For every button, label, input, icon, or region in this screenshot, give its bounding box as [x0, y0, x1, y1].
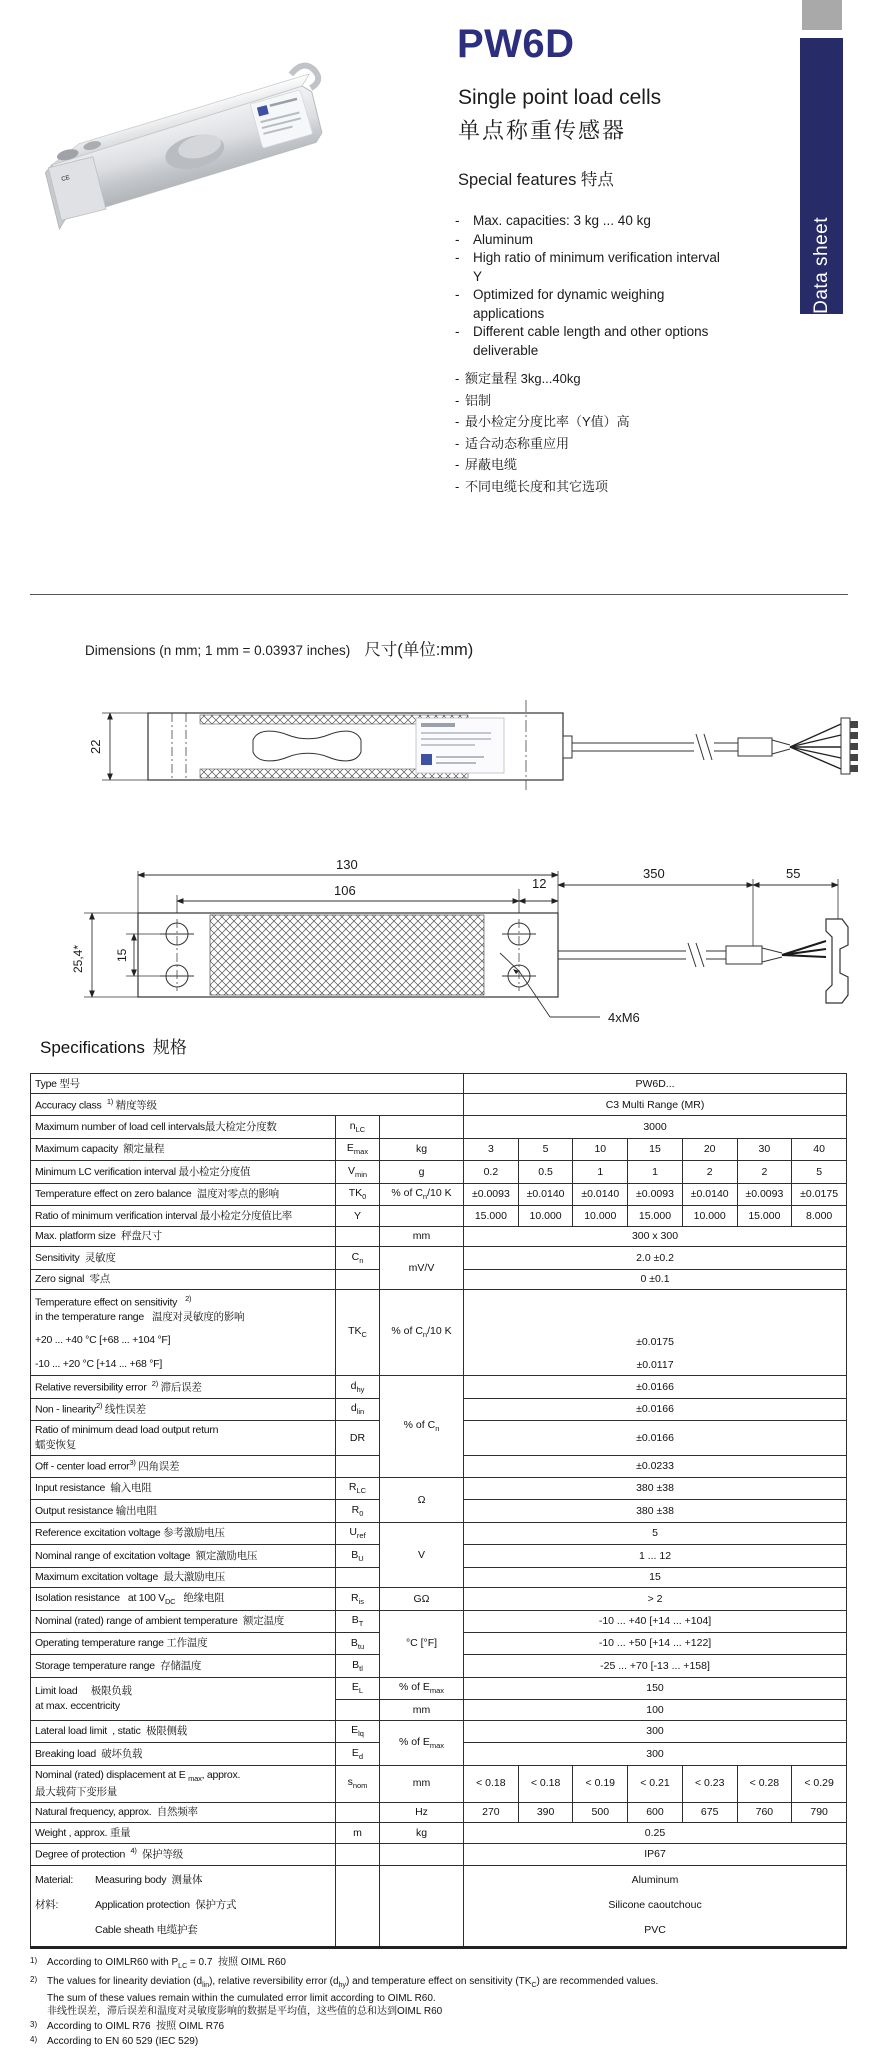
- feature-text: Max. capacities: 3 kg ... 40 kg: [473, 213, 651, 228]
- spec-table: [30, 1073, 847, 1949]
- spec-cell: Reference excitation voltage 参考激励电压: [31, 1522, 336, 1544]
- spec-cell: Ratio of minimum verification interval 最小检定分度值比率: [31, 1206, 336, 1226]
- feature-item: [455, 454, 630, 476]
- spec-cell: Max. platform size 秤盘尺寸: [31, 1226, 336, 1246]
- section-divider: [30, 594, 848, 595]
- spec-cell: 1: [628, 1161, 683, 1183]
- footnote: [30, 1956, 848, 1973]
- spec-cell: ±0.0093: [464, 1183, 519, 1205]
- spec-cell: $TK_0$: [336, 1183, 380, 1205]
- spec-row: [31, 1865, 847, 1947]
- spec-cell: ±0.0175 ±0.0117: [464, 1290, 847, 1376]
- gray-corner-block: [802, 0, 842, 30]
- feature-text: Aluminum: [473, 231, 534, 247]
- spec-cell: $R_{LC}$: [336, 1477, 380, 1499]
- spec-cell: Limit load 极限负载 at max. eccentricity: [31, 1677, 336, 1720]
- spec-cell: ±0.0175: [792, 1183, 847, 1205]
- spec-cell: 8.000: [792, 1206, 847, 1226]
- spec-cell: Nominal (rated) range of ambient temperature 额定温度: [31, 1610, 336, 1632]
- spec-cell: 3: [464, 1138, 519, 1160]
- feature-text: 屏蔽电缆: [465, 457, 518, 472]
- bullet-dash: -: [455, 435, 460, 451]
- spec-cell: 790: [792, 1802, 847, 1822]
- load-cell-body-photo: [35, 63, 338, 229]
- footnote: [30, 2035, 848, 2048]
- spec-row: [31, 1610, 847, 1632]
- spec-cell: 30: [737, 1138, 792, 1160]
- bullet-dash: -: [455, 392, 460, 408]
- spec-cell: m: [336, 1823, 380, 1843]
- spec-cell: 1 ... 12: [464, 1545, 847, 1567]
- spec-cell: % of $C_n$: [380, 1376, 464, 1478]
- spec-cell: Maximum excitation voltage 最大激励电压: [31, 1567, 336, 1587]
- features-list-en: [455, 212, 727, 360]
- spec-cell: mm: [380, 1765, 464, 1802]
- spec-cell: $E_d$: [336, 1743, 380, 1765]
- feature-item: [455, 433, 630, 455]
- spec-cell: 15.000: [464, 1206, 519, 1226]
- spec-cell: Storage temperature range 存储温度: [31, 1655, 336, 1677]
- dimensions-heading: [85, 636, 473, 660]
- spec-cell: mm: [380, 1700, 464, 1720]
- feature-item: [455, 286, 727, 323]
- spec-cell: 10.000: [518, 1206, 573, 1226]
- dimensions-heading-en: Dimensions (n mm; 1 mm = 0.03937 inches): [85, 643, 351, 658]
- subtitle-en: Single point load cells: [458, 86, 662, 109]
- spec-cell: 500: [573, 1802, 628, 1822]
- product-photo: [28, 46, 346, 258]
- spec-cell: [336, 1802, 380, 1822]
- spec-cell: [380, 1865, 464, 1947]
- spec-cell: $C_n$: [336, 1247, 380, 1269]
- bullet-dash: -: [455, 250, 460, 265]
- spec-cell: ±0.0166: [464, 1420, 847, 1455]
- spec-cell: ±0.0166: [464, 1398, 847, 1420]
- spec-cell: % of $C_n/10$ K: [380, 1290, 464, 1376]
- feature-item: [455, 323, 727, 360]
- spec-cell: 300 x 300: [464, 1226, 847, 1246]
- dimensions-heading-zh: 尺寸(单位:mm): [364, 641, 474, 659]
- cable-connector: [841, 718, 858, 774]
- spec-cell: 40: [792, 1138, 847, 1160]
- spec-row: [31, 1588, 847, 1610]
- spec-cell: Output resistance 输出电阻: [31, 1500, 336, 1522]
- dim-106: 106: [334, 883, 356, 898]
- feature-text: High ratio of minimum verification interval Y: [473, 250, 720, 284]
- spec-cell: Maximum number of load cell intervals最大检定分度数: [31, 1116, 336, 1138]
- side-view-drawing: [48, 688, 860, 800]
- spec-cell: 380 ±38: [464, 1500, 847, 1522]
- spec-cell: [336, 1567, 380, 1587]
- feature-item: [455, 390, 630, 412]
- spec-row: [31, 1843, 847, 1865]
- spec-cell: 15: [628, 1138, 683, 1160]
- spec-cell: Material: 材料: Measuring body 测量体 Application protection 保护方式 Cable sheath 电缆护套: [31, 1865, 336, 1947]
- spec-row: [31, 1074, 847, 1094]
- spec-row: [31, 1138, 847, 1160]
- spec-cell: 0 ±0.1: [464, 1269, 847, 1289]
- spec-cell: Zero signal 零点: [31, 1269, 336, 1289]
- spec-cell: Hz: [380, 1802, 464, 1822]
- spec-cell: 5: [792, 1161, 847, 1183]
- spec-cell: [380, 1843, 464, 1865]
- spec-cell: ±0.0140: [573, 1183, 628, 1205]
- spec-row: [31, 1206, 847, 1226]
- spec-cell: < 0.18: [518, 1765, 573, 1802]
- spec-cell: 300: [464, 1743, 847, 1765]
- spec-cell: [336, 1269, 380, 1289]
- spec-cell: 2: [682, 1161, 737, 1183]
- spec-cell: $B_U$: [336, 1545, 380, 1567]
- spec-cell: Nominal (rated) displacement at E $_{max}$, approx. 最大载荷下变形量: [31, 1765, 336, 1802]
- spec-cell: Degree of protection $^{4)}$ 保护等级: [31, 1843, 336, 1865]
- spec-row: [31, 1802, 847, 1822]
- cable-connector: [826, 919, 848, 1003]
- spec-cell: ±0.0093: [628, 1183, 683, 1205]
- spec-cell: $d_{hy}$: [336, 1376, 380, 1398]
- bullet-dash: -: [455, 478, 460, 494]
- spec-cell: 0.25: [464, 1823, 847, 1843]
- spec-cell: 2.0 ±0.2: [464, 1247, 847, 1269]
- footnote-marker: 1): [30, 1955, 38, 1965]
- spec-row: [31, 1823, 847, 1843]
- spec-cell: 0.2: [464, 1161, 519, 1183]
- spec-cell: Temperature effect on sensitivity $^{2)}$ in the temperature range 温度对灵敏度的影响 +20 ... +40 °C [+68 ... +104 °F] -10 ... +20 °C [+14 ... +68 °F]: [31, 1290, 336, 1376]
- features-list-zh: [455, 368, 630, 497]
- spec-cell: 0.5: [518, 1161, 573, 1183]
- spec-cell: 300: [464, 1720, 847, 1742]
- spec-cell: kg: [380, 1823, 464, 1843]
- spec-cell: [336, 1700, 380, 1720]
- hatched-area: [210, 915, 484, 995]
- spec-cell: DR: [336, 1420, 380, 1455]
- spec-cell: 15.000: [628, 1206, 683, 1226]
- subtitle-zh: 单点称重传感器: [458, 118, 627, 143]
- feature-text: Different cable length and other options deliverable: [473, 324, 709, 358]
- spec-cell: $TK_C$: [336, 1290, 380, 1376]
- spec-cell: $B_{tl}$: [336, 1655, 380, 1677]
- bullet-dash: -: [455, 287, 460, 302]
- bullet-dash: -: [455, 414, 460, 429]
- spec-cell: 10.000: [573, 1206, 628, 1226]
- datasheet-banner-label: Data sheet: [810, 217, 832, 314]
- spec-cell: < 0.19: [573, 1765, 628, 1802]
- spec-cell: 5: [518, 1138, 573, 1160]
- spec-row: [31, 1677, 847, 1699]
- spec-cell: Accuracy class $^{1)}$ 精度等级: [31, 1094, 464, 1116]
- spec-cell: 10.000: [682, 1206, 737, 1226]
- spec-cell: $E_{max}$: [336, 1138, 380, 1160]
- spec-cell: Minimum LC verification interval 最小检定分度值: [31, 1161, 336, 1183]
- footnote-text: The values for linearity deviation $(d_{lin})$, relative reversibility error $(d_{hy})$ and temperature effect on sensitivity $(TK_C)$ are recommended values. The sum of these values remain within the cumulated error limit according to OIML R60. 非线性误差，滞后误差和温度对灵敏度影响的数据是平均值，这些值的总和达到OIML R60: [47, 1975, 659, 2017]
- spec-cell: Natural frequency, approx. 自然频率: [31, 1802, 336, 1822]
- spec-cell: 760: [737, 1802, 792, 1822]
- spec-cell: 20: [682, 1138, 737, 1160]
- spec-cell: < 0.23: [682, 1765, 737, 1802]
- feature-text: 额定量程 3kg...40kg: [465, 371, 581, 386]
- spec-cell: [380, 1116, 464, 1138]
- bullet-dash: -: [455, 371, 460, 386]
- footnote-text: According to OIML R76 按照 OIML R76: [47, 2020, 225, 2032]
- spec-cell: ±0.0166: [464, 1376, 847, 1398]
- spec-cell: mV/V: [380, 1247, 464, 1290]
- feature-item: [455, 476, 630, 498]
- page-title: PW6D: [457, 22, 575, 66]
- footnote-text: According to OIMLR60 with $P_{LC} = 0.7$ 按照 OIML R60: [47, 1956, 286, 1970]
- spec-cell: Lateral load limit , static 极限侧载: [31, 1720, 336, 1742]
- spec-cell: > 2: [464, 1588, 847, 1610]
- bullet-dash: -: [455, 231, 460, 247]
- spec-row: [31, 1226, 847, 1246]
- footnote-marker: 2): [30, 1974, 38, 1984]
- spec-cell: [336, 1843, 380, 1865]
- spec-cell: 5: [464, 1522, 847, 1544]
- spec-row: [31, 1094, 847, 1116]
- spec-cell: Nominal range of excitation voltage 额定激励电压: [31, 1545, 336, 1567]
- spec-cell: Ratio of minimum dead load output return 蠕变恢复: [31, 1420, 336, 1455]
- spec-cell: ±0.0233: [464, 1455, 847, 1477]
- feature-text: 不同电缆长度和其它选项: [465, 478, 609, 494]
- dim-12: 12: [532, 876, 547, 891]
- spec-cell: [336, 1226, 380, 1246]
- spec-cell: $E_{lq}$: [336, 1720, 380, 1742]
- spec-cell: Type 型号: [31, 1074, 464, 1094]
- spec-cell: 1: [573, 1161, 628, 1183]
- bullet-dash: -: [455, 324, 460, 339]
- dim-22: 22: [88, 739, 103, 754]
- spec-row: [31, 1183, 847, 1205]
- spec-cell: Relative reversibility error $^{2)}$ 滞后误差: [31, 1376, 336, 1398]
- spec-cell: $s_{nom}$: [336, 1765, 380, 1802]
- spec-cell: Isolation resistance at 100 $V_{DC}$ 绝缘电阻: [31, 1588, 336, 1610]
- spec-row: [31, 1376, 847, 1398]
- spec-cell: Sensitivity 灵敏度: [31, 1247, 336, 1269]
- spec-cell: 10: [573, 1138, 628, 1160]
- cable-wires: [790, 724, 841, 769]
- spec-cell: < 0.21: [628, 1765, 683, 1802]
- feature-item: [455, 231, 727, 250]
- spec-cell: 15: [464, 1567, 847, 1587]
- spec-cell: -25 ... +70 [-13 ... +158]: [464, 1655, 847, 1677]
- thread-callout: 4xM6: [608, 1010, 640, 1025]
- spec-row: [31, 1477, 847, 1499]
- dim-15: 15: [115, 948, 129, 962]
- spec-row: [31, 1290, 847, 1376]
- spec-cell: g: [380, 1161, 464, 1183]
- spec-cell: [336, 1455, 380, 1477]
- spec-cell: Aluminum Silicone caoutchouc PVC: [464, 1865, 847, 1947]
- feature-text: 铝制: [465, 392, 492, 408]
- spec-cell: 675: [682, 1802, 737, 1822]
- dim-130: 130: [336, 857, 358, 872]
- spec-cell: 390: [518, 1802, 573, 1822]
- spec-cell: [380, 1206, 464, 1226]
- spec-cell: 270: [464, 1802, 519, 1822]
- svg-text:CE: CE: [60, 175, 71, 183]
- spec-cell: IP67: [464, 1843, 847, 1865]
- spec-cell: $B_T$: [336, 1610, 380, 1632]
- spec-row: [31, 1247, 847, 1269]
- cable-wires: [782, 941, 826, 957]
- footnote-marker: 3): [30, 2019, 38, 2029]
- feature-text: 最小检定分度比率（Y值）高: [465, 414, 630, 429]
- spec-cell: $U_{ref}$: [336, 1522, 380, 1544]
- footnote: [30, 1975, 848, 2018]
- spec-cell: $d_{lin}$: [336, 1398, 380, 1420]
- feature-item: [455, 212, 727, 231]
- spec-cell: C3 Multi Range (MR): [464, 1094, 847, 1116]
- dim-254: 25,4*: [71, 944, 85, 973]
- spec-cell: PW6D...: [464, 1074, 847, 1094]
- dim-55: 55: [786, 866, 801, 881]
- spec-cell: 380 ±38: [464, 1477, 847, 1499]
- spec-cell: ±0.0093: [737, 1183, 792, 1205]
- spec-cell: $R_0$: [336, 1500, 380, 1522]
- spec-row: [31, 1765, 847, 1802]
- spec-cell: -10 ... +50 [+14 ... +122]: [464, 1633, 847, 1655]
- spec-cell: < 0.29: [792, 1765, 847, 1802]
- spec-cell: -10 ... +40 [+14 ... +104]: [464, 1610, 847, 1632]
- spec-cell: $R_{is}$: [336, 1588, 380, 1610]
- spec-cell: Non - linearity$^{2)}$ 线性误差: [31, 1398, 336, 1420]
- spec-cell: % of $E_{max}$: [380, 1677, 464, 1699]
- specifications-heading-zh: 规格: [152, 1038, 187, 1057]
- spec-row: [31, 1522, 847, 1544]
- spec-row: [31, 1720, 847, 1742]
- spec-cell: °C [°F]: [380, 1610, 464, 1677]
- spec-row: [31, 1116, 847, 1138]
- spec-cell: 100: [464, 1700, 847, 1720]
- top-view-drawing: [38, 845, 860, 1037]
- feature-item: [455, 411, 630, 433]
- spec-cell: < 0.18: [464, 1765, 519, 1802]
- feature-item: [455, 368, 630, 390]
- spec-cell: < 0.28: [737, 1765, 792, 1802]
- bullet-dash: -: [455, 457, 460, 472]
- spec-cell: % of $C_n/10$ K: [380, 1183, 464, 1205]
- spec-cell: V: [380, 1522, 464, 1587]
- spec-cell: Input resistance 输入电阻: [31, 1477, 336, 1499]
- datasheet-banner: [800, 38, 843, 314]
- spec-cell: Y: [336, 1206, 380, 1226]
- spec-cell: Operating temperature range 工作温度: [31, 1633, 336, 1655]
- spec-cell: mm: [380, 1226, 464, 1246]
- footnote: [30, 2020, 848, 2033]
- spec-cell: ±0.0140: [518, 1183, 573, 1205]
- footnotes: [30, 1956, 848, 2048]
- spec-cell: $n_{LC}$: [336, 1116, 380, 1138]
- spec-cell: $V_{min}$: [336, 1161, 380, 1183]
- bullet-dash: -: [455, 213, 460, 228]
- spec-cell: GΩ: [380, 1588, 464, 1610]
- footnote-text: According to EN 60 529 (IEC 529): [47, 2035, 199, 2047]
- spec-row: [31, 1161, 847, 1183]
- feature-text: Optimized for dynamic weighing applications: [473, 287, 665, 321]
- spec-cell: [336, 1865, 380, 1947]
- spec-cell: ±0.0140: [682, 1183, 737, 1205]
- spec-cell: 2: [737, 1161, 792, 1183]
- specifications-heading: [40, 1033, 848, 1058]
- feature-text: 适合动态称重应用: [465, 435, 570, 451]
- spec-cell: % of $E_{max}$: [380, 1720, 464, 1765]
- dim-350: 350: [643, 866, 665, 881]
- spec-cell: 150: [464, 1677, 847, 1699]
- spec-cell: 3000: [464, 1116, 847, 1138]
- spec-cell: Breaking load 破坏负载: [31, 1743, 336, 1765]
- spec-cell: Off - center load error$^{3)}$ 四角误差: [31, 1455, 336, 1477]
- specifications-section: [30, 1033, 848, 2048]
- feature-item: [455, 249, 727, 286]
- spec-cell: Weight , approx. 重量: [31, 1823, 336, 1843]
- spec-cell: Ω: [380, 1477, 464, 1522]
- product-label: [416, 718, 504, 773]
- footnote-marker: 4): [30, 2034, 38, 2044]
- spec-cell: $B_{tu}$: [336, 1633, 380, 1655]
- specifications-heading-en: Specifications: [40, 1038, 145, 1057]
- spec-cell: Temperature effect on zero balance 温度对零点的影响: [31, 1183, 336, 1205]
- spec-cell: $E_L$: [336, 1677, 380, 1699]
- features-heading: Special features 特点: [458, 171, 614, 189]
- spec-cell: 600: [628, 1802, 683, 1822]
- spec-cell: Maximum capacity 额定量程: [31, 1138, 336, 1160]
- spec-cell: 15.000: [737, 1206, 792, 1226]
- spec-cell: kg: [380, 1138, 464, 1160]
